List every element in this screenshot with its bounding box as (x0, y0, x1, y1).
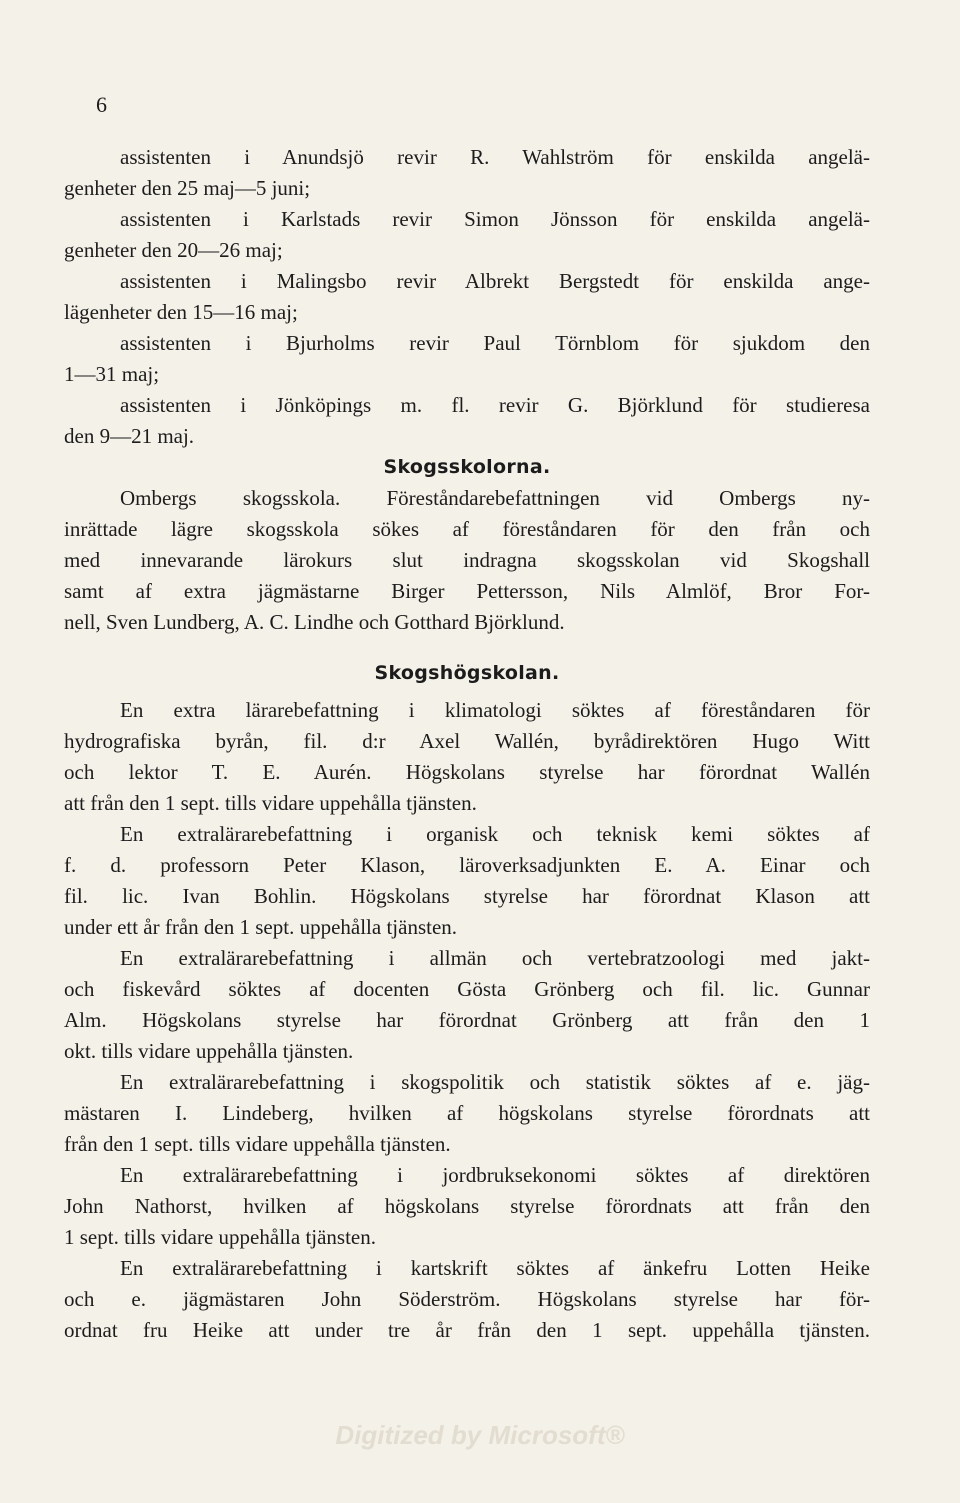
text-line: Alm. Högskolans styrelse har förordnat Grönberg att från den 1 (64, 1008, 870, 1032)
section-heading-skogsskolorna: Skogsskolorna. (383, 456, 551, 478)
text-line: fil. lic. Ivan Bohlin. Högskolans styrelse har förordnat Klason att (64, 884, 870, 908)
text-line: och e. jägmästaren John Söderström. Högskolans styrelse har för- (64, 1287, 870, 1311)
text-line: och fiskevård söktes af docenten Gösta Grönberg och fil. lic. Gunnar (64, 977, 870, 1001)
text-line: 1 sept. tills vidare uppehålla tjänsten. (64, 1225, 377, 1249)
text-line: En extralärarebefattning i organisk och teknisk kemi söktes af (120, 822, 870, 846)
text-line: under ett år från den 1 sept. uppehålla tjänsten. (64, 915, 458, 939)
text-line: assistenten i Anundsjö revir R. Wahlström för enskilda angelä- (120, 145, 870, 169)
text-line: En extra lärarebefattning i klimatologi söktes af föreståndaren för (120, 698, 870, 722)
text-line: med innevarande lärokurs slut indragna skogsskolan vid Skogshall (64, 548, 870, 572)
text-line: En extralärarebefattning i allmän och vertebratzoologi med jakt- (120, 946, 870, 970)
document-body (64, 142, 870, 1346)
text-line: från den 1 sept. tills vidare uppehålla tjänsten. (64, 1132, 451, 1156)
text-line: lägenheter den 15—16 maj; (64, 300, 298, 324)
text-line: assistenten i Bjurholms revir Paul Törnblom för sjukdom den (120, 331, 870, 355)
text-line: En extralärarebefattning i skogspolitik och statistik söktes af e. jäg- (120, 1070, 870, 1094)
text-line: assistenten i Karlstads revir Simon Jönsson för enskilda angelä- (120, 207, 870, 231)
page-number: 6 (96, 92, 107, 117)
text-line: John Nathorst, hvilken af högskolans styrelse förordnats att från den (64, 1194, 870, 1218)
text-line: okt. tills vidare uppehålla tjänsten. (64, 1039, 354, 1063)
text-line: inrättade lägre skogsskola sökes af föreståndaren för den från och (64, 517, 870, 541)
text-line: assistenten i Malingsbo revir Albrekt Bergstedt för enskilda ange- (120, 269, 870, 293)
text-line: och lektor T. E. Aurén. Högskolans styrelse har förordnat Wallén (64, 760, 870, 784)
section-spacer (64, 638, 870, 658)
text-line: f. d. professorn Peter Klason, läroverksadjunkten E. A. Einar och (64, 853, 870, 877)
text-line: att från den 1 sept. tills vidare uppehålla tjänsten. (64, 791, 477, 815)
text-line: genheter den 20—26 maj; (64, 238, 283, 262)
text-line: genheter den 25 maj—5 juni; (64, 176, 311, 200)
text-line: assistenten i Jönköpings m. fl. revir G. Björklund för studieresa (120, 393, 870, 417)
text-line: den 9—21 maj. (64, 424, 195, 448)
text-line: Ombergs skogsskola. Föreståndarebefattningen vid Ombergs ny- (120, 486, 870, 510)
text-line: ordnat fru Heike att under tre år från den 1 sept. uppehålla tjänsten. (64, 1318, 870, 1342)
text-line: mästaren I. Lindeberg, hvilken af högskolans styrelse förordnats att (64, 1101, 870, 1125)
watermark: Digitized by Microsoft® (335, 1420, 625, 1450)
text-line: samt af extra jägmästarne Birger Pettersson, Nils Almlöf, Bror For- (64, 579, 870, 603)
section-heading-skogshogskolan: Skogshögskolan. (374, 662, 560, 684)
text-line: 1—31 maj; (64, 362, 160, 386)
text-line: nell, Sven Lundberg, A. C. Lindhe och Gotthard Björklund. (64, 610, 565, 634)
text-line: En extralärarebefattning i kartskrift söktes af änkefru Lotten Heike (120, 1256, 870, 1280)
text-line: hydrografiska byrån, fil. d:r Axel Wallén, byrådirektören Hugo Witt (64, 729, 870, 753)
text-line: En extralärarebefattning i jordbruksekonomi söktes af direktören (120, 1163, 870, 1187)
